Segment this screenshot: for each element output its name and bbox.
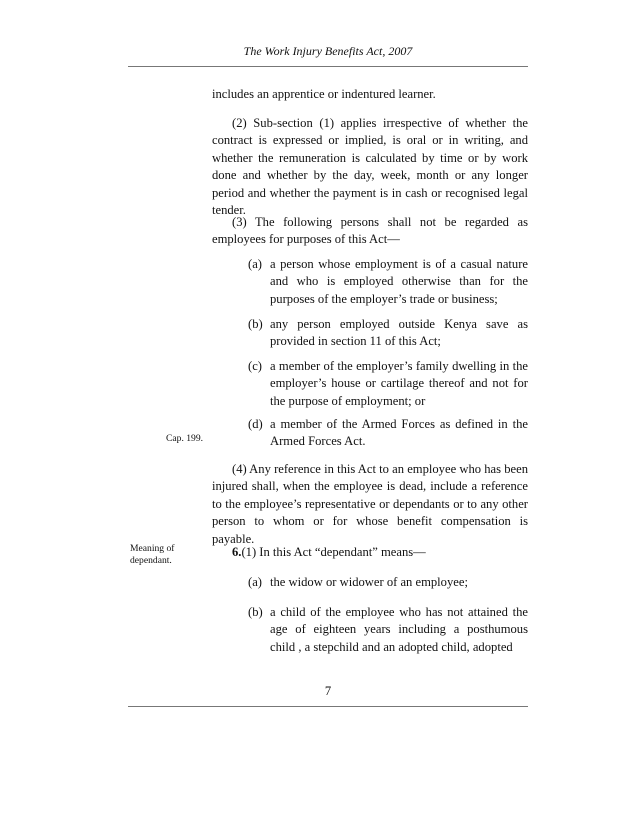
running-header: The Work Injury Benefits Act, 2007 <box>243 44 413 58</box>
header-rule <box>128 66 528 67</box>
item-text: a person whose employment is of a casual nature and who is employed otherwise than for the purposes of the employer’s trade or business; <box>270 257 528 306</box>
item-label: (b) <box>248 605 263 619</box>
item-text: a member of the Armed Forces as defined in the Armed Forces Act. <box>270 417 528 449</box>
subsection-2 <box>212 115 528 219</box>
exclusion-item-b <box>248 316 528 351</box>
section-6 <box>212 544 528 561</box>
dependant-item-b <box>248 604 528 656</box>
item-label: (a) <box>248 575 262 589</box>
margin-note-cap: Cap. 199. <box>166 433 204 444</box>
exclusion-item-c <box>248 358 528 410</box>
item-text: a child of the employee who has not attained the age of eighteen years including a posthumous child , a stepchild and an adopted child, adopted <box>270 605 528 654</box>
item-label: (c) <box>248 359 262 373</box>
subsection-2-text: (2) Sub-section (1) applies irrespective of whether the contract is expressed or implied, is oral or in writing, and whether the remuneration is calculated by time or by work done and whether by the day, week, month or any longer period and whether the payment is in cash or recognised legal tender. <box>212 116 528 218</box>
subsection-3-text: (3) The following persons shall not be regarded as employees for purposes of this Act― <box>212 215 528 247</box>
intro-line: includes an apprentice or indentured learner. <box>212 87 436 101</box>
item-text: any person employed outside Kenya save as provided in section 11 of this Act; <box>270 317 528 349</box>
margin-note-meaning-of-dependant: Meaning of dependant. <box>130 543 175 566</box>
section-number: 6. <box>232 545 242 559</box>
item-label: (a) <box>248 257 262 271</box>
section-6-text: (1) In this Act “dependant” means― <box>241 545 426 559</box>
exclusion-item-d <box>248 416 528 451</box>
item-text: a member of the employer’s family dwelling in the employer’s house or cartilage thereof and not for the purpose of employment; or <box>270 359 528 408</box>
footer-rule <box>128 706 528 707</box>
subsection-3 <box>212 214 528 249</box>
subsection-4 <box>212 461 528 548</box>
dependant-item-a <box>248 574 528 591</box>
page-number: 7 <box>324 684 332 698</box>
item-label: (d) <box>248 417 263 431</box>
subsection-4-text: (4) Any reference in this Act to an employee who has been injured shall, when the employee is dead, include a reference to the employee’s representative or dependants or to any other person to whom or for whose benefit compensation is payable. <box>212 462 528 546</box>
item-text: the widow or widower of an employee; <box>270 575 468 589</box>
item-label: (b) <box>248 317 263 331</box>
exclusion-item-a <box>248 256 528 308</box>
intro-paragraph <box>212 86 528 103</box>
